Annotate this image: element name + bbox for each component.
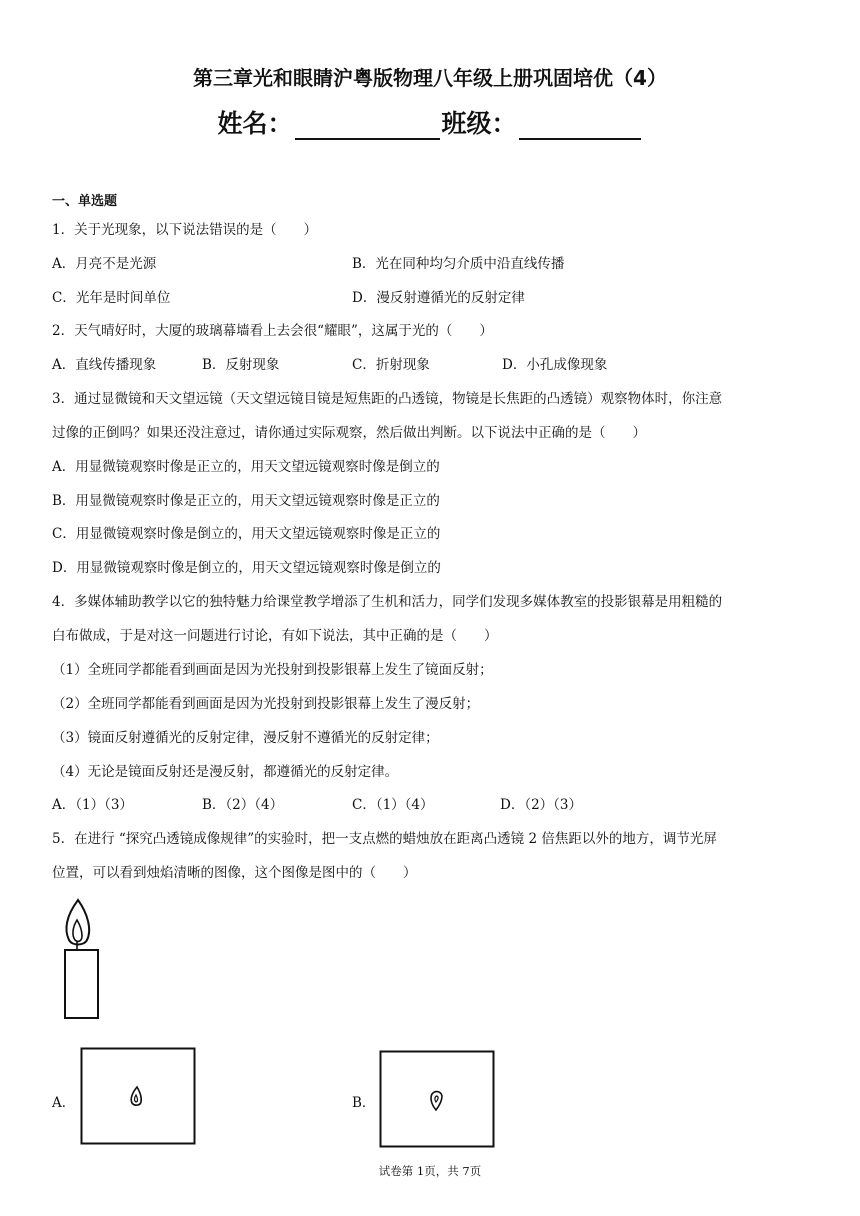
q1-option-c: C．光年是时间单位 bbox=[52, 290, 171, 306]
q2-option-d: D．小孔成像现象 bbox=[502, 357, 608, 373]
q4-option-c: C．（1）（4） bbox=[352, 797, 434, 813]
candle-figure bbox=[56, 898, 108, 1020]
q5-stem-line2: 位置，可以看到烛焰清晰的图像，这个图像是图中的（ ） bbox=[52, 865, 417, 881]
q3-option-d: D．用显微镜观察时像是倒立的，用天文望远镜观察时像是倒立的 bbox=[52, 560, 441, 576]
class-blank[interactable] bbox=[519, 114, 641, 140]
q4-statement-1: （1）全班同学都能看到画面是因为光投射到投影银幕上发生了镜面反射； bbox=[52, 662, 493, 678]
q5-option-b-figure bbox=[379, 1050, 495, 1148]
q2-stem: 2．天气晴好时，大厦的玻璃幕墙看上去会很“耀眼”，这属于光的（ ） bbox=[52, 323, 493, 339]
section-heading: 一、单选题 bbox=[52, 194, 118, 209]
q3-stem-line2: 过像的正倒吗？如果还没注意过，请你通过实际观察，然后做出判断。以下说法中正确的是（ ） bbox=[52, 425, 646, 441]
q2-option-a: A．直线传播现象 bbox=[52, 357, 157, 373]
q5-option-a-figure bbox=[80, 1047, 196, 1145]
page-title: 第三章光和眼睛沪粤版物理八年级上册巩固培优（4） bbox=[193, 66, 667, 90]
q4-option-a: A．（1）（3） bbox=[52, 797, 133, 813]
q5-option-b: B． bbox=[352, 1095, 376, 1111]
q5-stem-line1: 5．在进行 “探究凸透镜成像规律”的实验时，把一支点燃的蜡烛放在距离凸透镜 2 倍焦距以外的地方，调节光屏 bbox=[52, 831, 717, 847]
q4-stem-line1: 4．多媒体辅助教学以它的独特魅力给课堂教学增添了生机和活力，同学们发现多媒体教室的投影银幕是用粗糙的 bbox=[52, 594, 723, 610]
class-label: 班级： bbox=[441, 109, 517, 138]
name-label: 姓名： bbox=[217, 109, 293, 138]
q2-option-c: C．折射现象 bbox=[352, 357, 430, 373]
q1-option-a: A．月亮不是光源 bbox=[52, 256, 157, 272]
name-class-line bbox=[0, 104, 860, 140]
q4-option-b: B．（2）（4） bbox=[202, 797, 284, 813]
q3-option-b: B．用显微镜观察时像是正立的，用天文望远镜观察时像是正立的 bbox=[52, 493, 440, 509]
page-footer: 试卷第 1页，共 7页 bbox=[378, 1164, 482, 1178]
q1-option-b: B．光在同种均匀介质中沿直线传播 bbox=[352, 256, 565, 272]
q4-statement-4: （4）无论是镜面反射还是漫反射，都遵循光的反射定律。 bbox=[52, 764, 399, 780]
q4-statement-2: （2）全班同学都能看到画面是因为光投射到投影银幕上发生了漫反射； bbox=[52, 696, 480, 712]
q4-statement-3: （3）镜面反射遵循光的反射定律，漫反射不遵循光的反射定律； bbox=[52, 730, 439, 746]
q1-stem: 1．关于光现象，以下说法错误的是（ ） bbox=[52, 222, 318, 238]
q3-stem-line1: 3．通过显微镜和天文望远镜（天文望远镜目镜是短焦距的凸透镜，物镜是长焦距的凸透镜）观察物体时，你注意 bbox=[52, 391, 723, 407]
q4-option-d: D．（2）（3） bbox=[500, 797, 583, 813]
q1-option-d: D．漫反射遵循光的反射定律 bbox=[352, 290, 525, 306]
q4-stem-line2: 白布做成，于是对这一问题进行讨论，有如下说法，其中正确的是（ ） bbox=[52, 628, 498, 644]
q3-option-a: A．用显微镜观察时像是正立的，用天文望远镜观察时像是倒立的 bbox=[52, 459, 440, 475]
q3-option-c: C．用显微镜观察时像是倒立的，用天文望远镜观察时像是正立的 bbox=[52, 526, 441, 542]
q5-option-a: A． bbox=[52, 1095, 76, 1111]
name-blank[interactable] bbox=[295, 114, 440, 140]
q2-option-b: B．反射现象 bbox=[202, 357, 280, 373]
